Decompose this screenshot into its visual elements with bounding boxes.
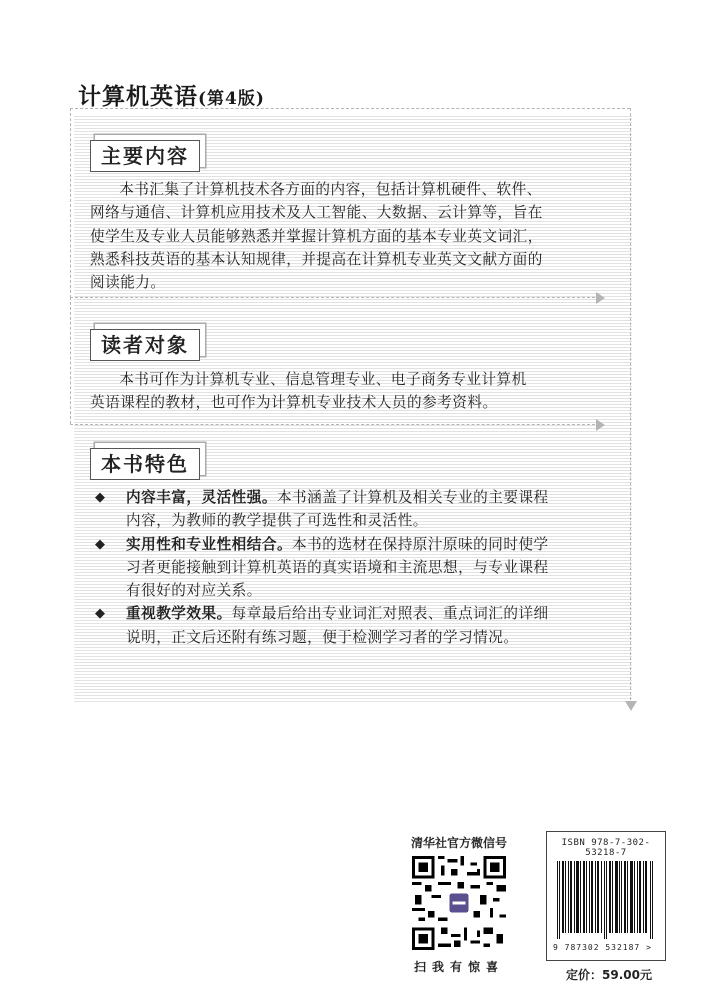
feature-text: 有很好的对应关系。 [126,582,262,600]
readers-line: 本书可作为计算机专业、信息管理专业、电子商务专业计算机 [119,371,527,388]
feature-text: 本书涵盖了计算机及相关专业的主要课程 [276,489,549,506]
qr-caption: 扫我有惊喜 [413,960,504,974]
isbn-text: ISBN 978-7-302-53218-7 [561,838,651,858]
main-content-line: 网络与通信、计算机应用技术及人工智能、大数据、云计算等，旨在 [90,204,543,222]
feature-text: 说明，正文后还附有练习题，便于检测学习者的学习情况。 [126,628,519,646]
feature-text: 本书的选材在保持原汁原味的同时使学 [292,535,549,553]
qr-code-icon[interactable] [412,856,506,950]
dash-mid1 [70,297,595,298]
barcode-digits: 9 787302 532187 > [553,943,652,952]
feature-item [90,533,615,603]
readers-paragraph [90,368,608,415]
isbn-barcode [546,831,666,961]
title-main: 计算机英语 [78,83,198,110]
section-heading-readers: 读者对象 [90,329,200,361]
main-content-paragraph [90,178,608,294]
dash-left-top [70,108,71,298]
title-edition: (第4版) [198,89,265,109]
price-label: 定价：59.00元 [566,968,652,982]
main-content-line: 本书汇集了计算机技术各方面的内容，包括计算机硬件、软件、 [119,181,542,198]
main-content-line: 熟悉科技英语的基本认知规律，并提高在计算机专业英文文献方面的 [90,250,543,268]
section-heading-features: 本书特色 [90,448,200,480]
arrow-down [625,701,637,711]
feature-item [90,602,615,649]
book-title [78,78,265,111]
diamond-bullet-icon: ◆ [95,536,106,552]
feature-text: 内容，为教师的教学提供了可选性和灵活性。 [126,512,428,530]
feature-text: 每章最后给出专业词汇对照表、重点词汇的详细 [231,605,549,623]
main-content-line: 阅读能力。 [90,274,166,292]
dash-mid2 [70,424,595,425]
arrow-right-2 [596,419,605,431]
feature-bold: 内容丰富，灵活性强。 [126,489,277,506]
dash-right [630,108,631,700]
qr-area [404,834,514,975]
qr-label: 清华社官方微信号 [410,836,507,850]
barcode-icon [555,861,657,939]
section-heading-main-content: 主要内容 [90,140,200,172]
features-list [90,486,615,649]
feature-text: 习者更能接触到计算机英语的真实语境和主流思想，与专业课程 [126,558,549,576]
feature-bold: 重视教学效果。 [126,605,232,623]
feature-item [90,486,615,533]
dash-left-mid [70,297,71,424]
diamond-bullet-icon: ◆ [95,490,106,505]
diamond-bullet-icon: ◆ [95,606,106,622]
feature-bold: 实用性和专业性相结合。 [126,535,293,553]
readers-line: 英语课程的教材，也可作为计算机专业技术人员的参考资料。 [90,394,498,412]
main-content-line: 使学生及专业人员能够熟悉并掌握计算机方面的基本专业英文词汇， [90,227,543,245]
dash-top [70,108,630,109]
